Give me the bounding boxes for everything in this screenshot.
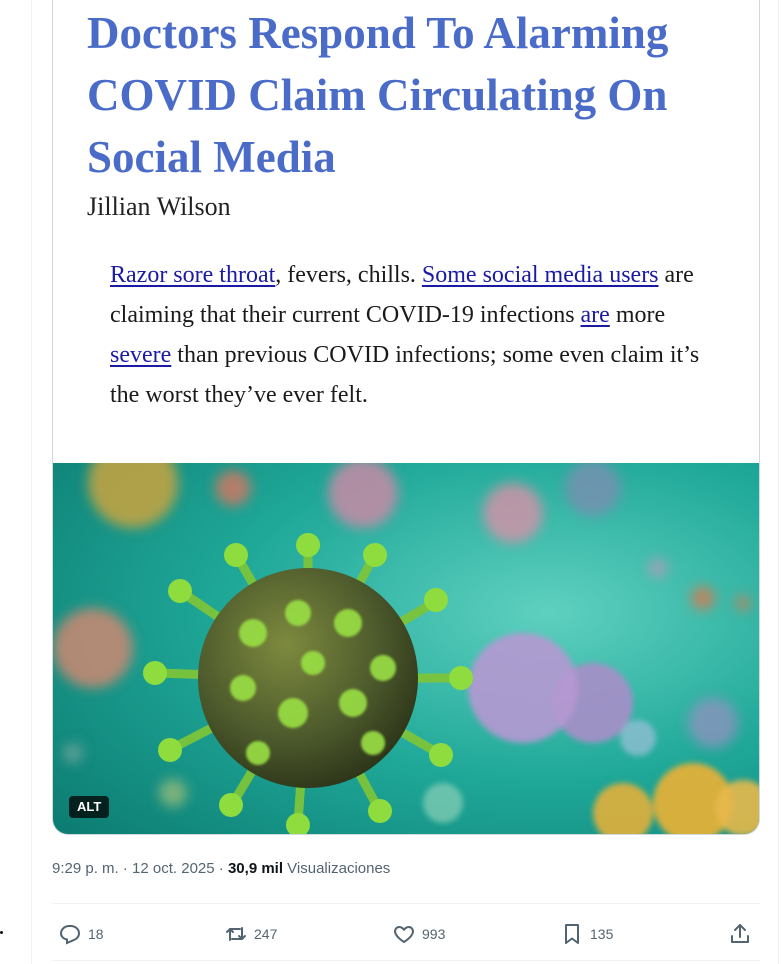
article-link[interactable]: severe [110,342,172,368]
article-link[interactable]: Some social media users [421,262,659,288]
like-icon [392,922,416,946]
share-button[interactable] [728,918,752,950]
post-metadata [52,860,390,877]
article-text-run: are claiming that their current COVID-19 infections [110,262,694,328]
share-icon [728,922,752,946]
article-lede [110,255,710,415]
article-text-run: more [609,302,666,328]
virus-illustration[interactable] [53,463,760,835]
overflow-dot [0,931,3,934]
bookmark-button[interactable] [560,918,613,950]
views-label: Visualizaciones [283,860,391,877]
media-card[interactable] [52,0,760,835]
alt-text-badge[interactable]: ALT [69,796,109,818]
timeline-right-border [778,0,779,964]
like-button[interactable] [392,918,445,950]
article-author: Jillian Wilson [87,192,231,221]
bookmark-icon [560,922,584,946]
post-time[interactable]: 9:29 p. m. [52,860,119,877]
reply-icon [58,922,82,946]
repost-button[interactable] [224,918,277,950]
reply-count: 18 [88,926,104,942]
reply-button[interactable] [58,918,104,950]
post-date[interactable]: 12 oct. 2025 [132,860,215,877]
like-count: 993 [422,926,446,942]
article-link[interactable]: Razor sore throat [110,262,276,288]
views-count: 30,9 mil [227,860,284,877]
article-text-run: than previous COVID infections; some even claim it’s the worst they’ve ever felt. [110,342,700,408]
article-screenshot [53,0,760,463]
bookmark-count: 135 [590,926,614,942]
timeline-left-border [31,0,32,964]
action-bar [52,914,760,954]
article-headline: Doctors Respond To Alarming COVID Claim Circulating On Social Media [87,8,669,182]
meta-separator: · [214,860,228,877]
article-link[interactable]: are [580,302,610,328]
article-text-run: , fevers, chills. [275,262,422,288]
meta-separator: · [118,860,133,877]
repost-icon [224,922,248,946]
divider [52,903,760,904]
repost-count: 247 [254,926,278,942]
divider [52,960,760,961]
